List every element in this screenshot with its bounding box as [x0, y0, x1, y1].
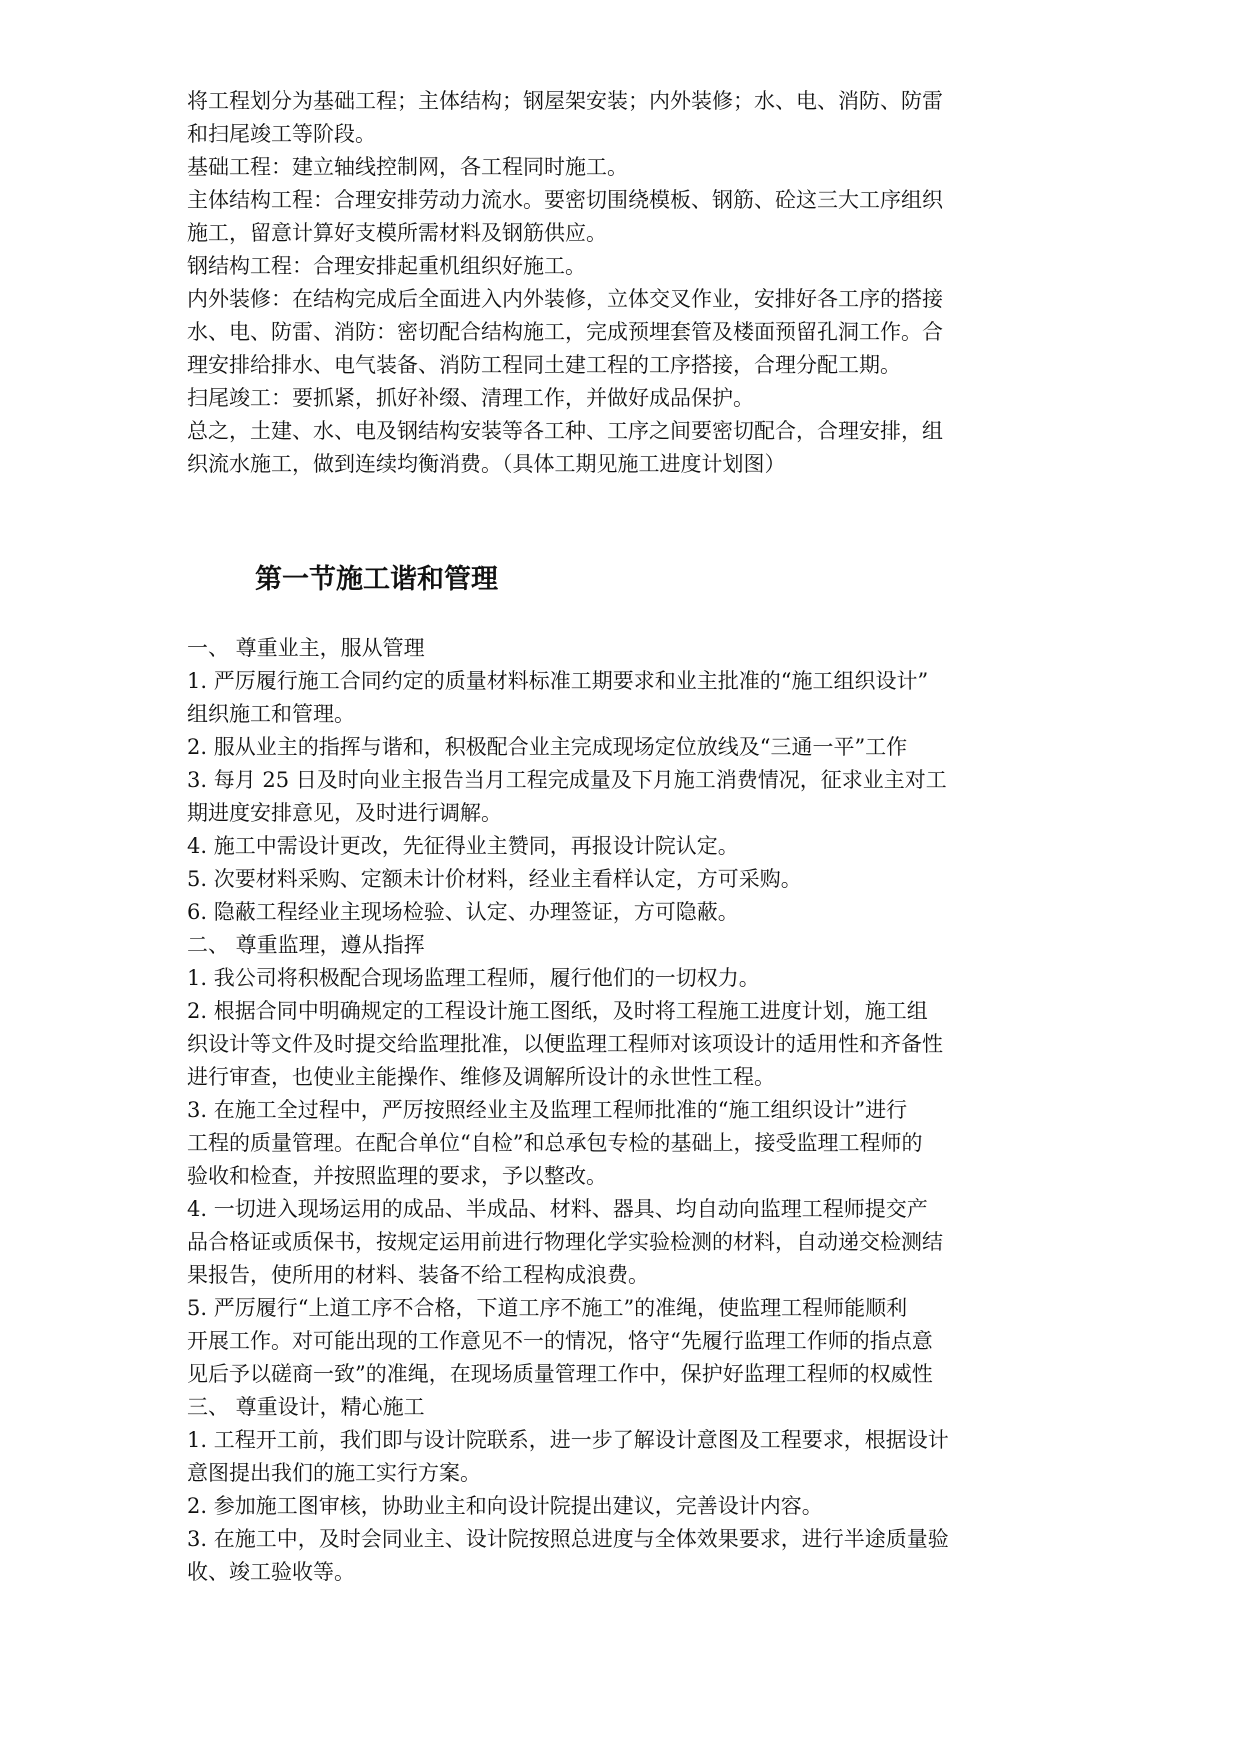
text-line: 进行审查，也使业主能操作、维修及调解所设计的永世性工程。 — [187, 1065, 775, 1089]
text-line: 1. 工程开工前，我们即与设计院联系，进一步了解设计意图及工程要求，根据设计 — [187, 1428, 949, 1452]
text-line: 一、 尊重业主，服从管理 — [187, 636, 425, 660]
text-line: 6. 隐蔽工程经业主现场检验、认定、办理签证，方可隐蔽。 — [187, 900, 739, 924]
text-line: 2. 服从业主的指挥与谐和，积极配合业主完成现场定位放线及“三通一平”工作 — [187, 735, 908, 759]
section-title: 第一节施工谐和管理 — [255, 564, 498, 595]
section-body — [187, 632, 1087, 1589]
text-line: 主体结构工程：合理安排劳动力流水。要密切围绕模板、钢筋、砼这三大工序组织 — [187, 188, 943, 212]
text-line: 钢结构工程：合理安排起重机组织好施工。 — [187, 254, 586, 278]
text-line: 3. 在施工中，及时会同业主、设计院按照总进度与全体效果要求，进行半途质量验 — [187, 1527, 949, 1551]
text-line: 见后予以磋商一致”的准绳，在现场质量管理工作中，保护好监理工程师的权威性 — [187, 1362, 933, 1386]
text-line: 期进度安排意见，及时进行调解。 — [187, 801, 502, 825]
text-line: 1. 我公司将积极配合现场监理工程师，履行他们的一切权力。 — [187, 966, 760, 990]
text-line: 将工程划分为基础工程；主体结构；钢屋架安装；内外装修；水、电、消防、防雷 — [187, 89, 943, 113]
text-line: 2. 参加施工图审核，协助业主和向设计院提出建议，完善设计内容。 — [187, 1494, 823, 1518]
text-line: 组织施工和管理。 — [187, 702, 355, 726]
text-line: 开展工作。对可能出现的工作意见不一的情况，恪守“先履行监理工作师的指点意 — [187, 1329, 933, 1353]
text-line: 扫尾竣工：要抓紧，抓好补缀、清理工作，并做好成品保护。 — [187, 386, 754, 410]
text-line: 1. 严厉履行施工合同约定的质量材料标准工期要求和业主批准的“施工组织设计” — [187, 669, 929, 693]
text-line: 总之，土建、水、电及钢结构安装等各工种、工序之间要密切配合，合理安排，组 — [187, 419, 943, 443]
text-line: 工程的质量管理。在配合单位“自检”和总承包专检的基础上，接受监理工程师的 — [187, 1131, 923, 1155]
text-line: 内外装修：在结构完成后全面进入内外装修，立体交叉作业，安排好各工序的搭接 — [187, 287, 943, 311]
text-line: 果报告，使所用的材料、装备不给工程构成浪费。 — [187, 1263, 649, 1287]
intro-paragraphs — [187, 85, 1087, 481]
text-line: 收、竣工验收等。 — [187, 1560, 355, 1584]
text-line: 基础工程：建立轴线控制网，各工程同时施工。 — [187, 155, 628, 179]
text-line: 三、 尊重设计，精心施工 — [187, 1395, 425, 1419]
text-line: 水、电、防雷、消防：密切配合结构施工，完成预埋套管及楼面预留孔洞工作。合 — [187, 320, 943, 344]
text-line: 织流水施工，做到连续均衡消费。（具体工期见施工进度计划图） — [187, 452, 786, 476]
text-line: 4. 一切进入现场运用的成品、半成品、材料、器具、均自动向监理工程师提交产 — [187, 1197, 928, 1221]
text-line: 品合格证或质保书，按规定运用前进行物理化学实验检测的材料，自动递交检测结 — [187, 1230, 943, 1254]
text-line: 4. 施工中需设计更改，先征得业主赞同，再报设计院认定。 — [187, 834, 739, 858]
text-line: 施工，留意计算好支模所需材料及钢筋供应。 — [187, 221, 607, 245]
text-line: 验收和检查，并按照监理的要求，予以整改。 — [187, 1164, 607, 1188]
text-line: 3. 每月 25 日及时向业主报告当月工程完成量及下月施工消费情况，征求业主对工 — [187, 768, 947, 792]
text-line: 织设计等文件及时提交给监理批准，以便监理工程师对该项设计的适用性和齐备性 — [187, 1032, 943, 1056]
text-line: 5. 次要材料采购、定额未计价材料，经业主看样认定，方可采购。 — [187, 867, 802, 891]
text-line: 理安排给排水、电气装备、消防工程同土建工程的工序搭接，合理分配工期。 — [187, 353, 901, 377]
text-line: 意图提出我们的施工实行方案。 — [187, 1461, 481, 1485]
text-line: 二、 尊重监理，遵从指挥 — [187, 933, 425, 957]
text-line: 3. 在施工全过程中，严厉按照经业主及监理工程师批准的“施工组织设计”进行 — [187, 1098, 908, 1122]
text-line: 2. 根据合同中明确规定的工程设计施工图纸，及时将工程施工进度计划，施工组 — [187, 999, 928, 1023]
text-line: 和扫尾竣工等阶段。 — [187, 122, 376, 146]
text-line: 5. 严厉履行“上道工序不合格，下道工序不施工”的准绳，使监理工程师能顺利 — [187, 1296, 908, 1320]
